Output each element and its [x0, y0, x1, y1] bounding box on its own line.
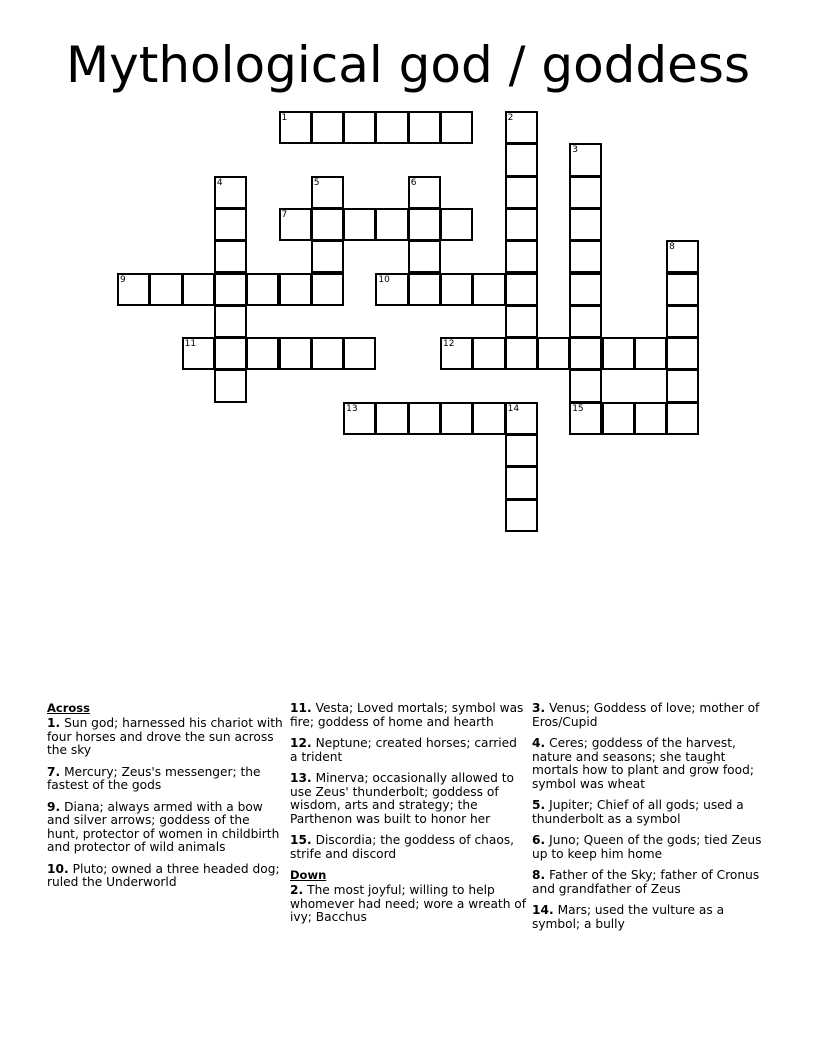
grid-cell[interactable]	[408, 273, 441, 306]
grid-cell[interactable]	[246, 273, 279, 306]
grid-cell[interactable]	[343, 402, 376, 435]
clue-number: 10.	[47, 861, 69, 876]
down-heading: Down	[290, 868, 327, 882]
grid-cell[interactable]	[311, 240, 344, 273]
grid-cell[interactable]	[569, 337, 602, 370]
clue-number-label: 1	[281, 113, 288, 123]
down-clue-list	[290, 884, 528, 925]
grid-cell[interactable]	[375, 111, 408, 144]
clue-number: 8.	[532, 868, 546, 882]
puzzle-title: Mythological god / goddess	[65, 36, 750, 94]
clue-item	[47, 766, 285, 793]
clue-text: Pluto; owned a three headed dog; ruled the Underworld	[47, 861, 280, 889]
grid-cell[interactable]	[311, 208, 344, 241]
grid-cell[interactable]	[246, 337, 279, 370]
clue-number: 15.	[290, 833, 312, 847]
grid-cell[interactable]	[505, 466, 538, 499]
grid-cell[interactable]	[472, 402, 505, 435]
grid-cell[interactable]	[505, 434, 538, 467]
grid-cell[interactable]	[505, 499, 538, 532]
grid-cell[interactable]	[343, 337, 376, 370]
grid-cell[interactable]	[375, 402, 408, 435]
grid-cell[interactable]	[472, 273, 505, 306]
grid-cell[interactable]	[440, 111, 473, 144]
clue-item	[47, 717, 285, 758]
grid-cell[interactable]	[666, 240, 699, 273]
clue-text: The most joyful; willing to help whomever had need; wore a wreath of ivy; Bacchus	[290, 883, 527, 924]
clue-number: 4.	[532, 736, 546, 750]
across-clue-list	[47, 717, 285, 890]
grid-cell[interactable]	[569, 240, 602, 273]
grid-cell[interactable]	[182, 337, 215, 370]
clue-item	[290, 772, 528, 826]
clue-item	[47, 863, 285, 890]
grid-cell[interactable]	[602, 402, 635, 435]
grid-cell[interactable]	[569, 176, 602, 209]
grid-cell[interactable]	[634, 337, 667, 370]
down-clue-list-continued	[532, 702, 770, 931]
across-heading: Across	[47, 701, 90, 715]
clue-number: 7.	[47, 764, 61, 779]
grid-cell[interactable]	[634, 402, 667, 435]
clue-number: 3.	[532, 701, 546, 715]
grid-cell[interactable]	[149, 273, 182, 306]
grid-cell[interactable]	[505, 337, 538, 370]
grid-cell[interactable]	[505, 273, 538, 306]
grid-cell[interactable]	[569, 305, 602, 338]
grid-cell[interactable]	[666, 273, 699, 306]
clue-number-label: 3	[572, 145, 578, 156]
grid-cell[interactable]	[311, 176, 344, 209]
grid-cell[interactable]	[569, 369, 602, 402]
clue-number-label: 10	[378, 274, 390, 285]
clue-number: 2.	[290, 883, 304, 897]
grid-cell[interactable]	[666, 337, 699, 370]
clue-text: Discordia; the goddess of chaos, strife and discord	[290, 833, 515, 861]
grid-cell[interactable]	[279, 273, 312, 306]
grid-cell[interactable]	[214, 337, 247, 370]
grid-cell[interactable]	[537, 337, 570, 370]
grid-cell[interactable]	[666, 402, 699, 435]
grid-cell[interactable]	[666, 369, 699, 402]
clue-number-label: 7	[281, 209, 288, 220]
grid-cell[interactable]	[505, 143, 538, 176]
grid-cell[interactable]	[505, 176, 538, 209]
clue-text: Neptune; created horses; carried a trident	[290, 736, 517, 764]
clue-number-label: 13	[346, 403, 358, 414]
clue-number-label: 5	[313, 177, 320, 188]
clue-text: Sun god; harnessed his chariot with four horses and drove the sun across the sky	[47, 716, 283, 757]
clue-number-label: 9	[120, 274, 126, 285]
grid-cell[interactable]	[505, 208, 538, 241]
clue-text: Mars; used the vulture as a symbol; a bully	[532, 903, 725, 931]
clue-text: Mercury; Zeus's messenger; the fastest of the gods	[47, 764, 261, 792]
grid-cell[interactable]	[472, 337, 505, 370]
grid-cell[interactable]	[505, 240, 538, 273]
clue-item	[290, 834, 528, 861]
clue-item	[532, 737, 770, 791]
clues-column-2	[290, 702, 528, 933]
grid-cell[interactable]	[505, 305, 538, 338]
clue-text: Juno; Queen of the gods; tied Zeus up to keep him home	[532, 833, 762, 861]
clue-number: 12.	[290, 736, 312, 750]
grid-cell[interactable]	[311, 273, 344, 306]
grid-cell[interactable]	[505, 402, 538, 435]
grid-cell[interactable]	[440, 337, 473, 370]
clue-item	[532, 904, 770, 931]
grid-cell[interactable]	[311, 337, 344, 370]
clue-item	[290, 884, 528, 925]
clues-column-3	[532, 702, 770, 939]
clue-text: Vesta; Loved mortals; symbol was fire; goddess of home and hearth	[290, 701, 524, 729]
clue-number: 5.	[532, 798, 546, 812]
grid-cell[interactable]	[569, 402, 602, 435]
grid-cell[interactable]	[569, 143, 602, 176]
clue-number-label: 15	[572, 403, 584, 414]
clues-column-1	[47, 702, 285, 898]
grid-cell[interactable]	[343, 111, 376, 144]
clue-number-label: 4	[216, 177, 223, 188]
grid-cell[interactable]	[214, 240, 247, 273]
clue-text: Minerva; occasionally allowed to use Zeus' thunderbolt; goddess of wisdom, arts and strategy; the Parthenon was built to honor her	[290, 771, 514, 826]
clue-number: 1.	[47, 716, 61, 730]
clue-item	[532, 834, 770, 861]
clue-item	[47, 801, 285, 855]
grid-cell[interactable]	[214, 369, 247, 402]
grid-cell[interactable]	[408, 208, 441, 241]
grid-cell[interactable]	[279, 337, 312, 370]
grid-cell[interactable]	[440, 208, 473, 241]
clue-number-label: 12	[443, 339, 455, 350]
clue-item	[290, 702, 528, 729]
clue-number: 13.	[290, 771, 312, 785]
clue-text: Diana; always armed with a bow and silver arrows; goddess of the hunt, protector of women in childbirth and protector of wild animals	[47, 799, 280, 854]
grid-cell[interactable]	[214, 305, 247, 338]
grid-cell[interactable]	[440, 402, 473, 435]
clue-item	[532, 869, 770, 896]
clue-number-label: 6	[410, 177, 417, 188]
grid-cell[interactable]	[440, 273, 473, 306]
grid-cell[interactable]	[408, 111, 441, 144]
grid-cell[interactable]	[408, 176, 441, 209]
grid-cell[interactable]	[569, 208, 602, 241]
clue-item	[290, 737, 528, 764]
clue-number-label: 11	[184, 339, 197, 350]
grid-cell[interactable]	[569, 273, 602, 306]
grid-cell[interactable]	[408, 240, 441, 273]
clue-number-label: 2	[507, 113, 514, 123]
across-clue-list-continued	[290, 702, 528, 861]
clue-text: Venus; Goddess of love; mother of Eros/Cupid	[532, 701, 760, 729]
clue-text: Father of the Sky; father of Cronus and grandfather of Zeus	[532, 868, 760, 896]
grid-cell[interactable]	[279, 208, 312, 241]
clue-item	[532, 799, 770, 826]
grid-cell[interactable]	[375, 273, 408, 306]
grid-cell[interactable]	[375, 208, 408, 241]
grid-cell[interactable]	[279, 111, 312, 144]
clue-number: 11.	[290, 701, 312, 715]
grid-cell[interactable]	[214, 208, 247, 241]
grid-cell[interactable]	[408, 402, 441, 435]
clue-number: 6.	[532, 833, 546, 847]
grid-cell[interactable]	[505, 111, 538, 144]
clue-number-label: 14	[507, 403, 520, 414]
grid-cell[interactable]	[117, 273, 150, 306]
grid-cell[interactable]	[214, 273, 247, 306]
clue-number: 9.	[47, 799, 61, 814]
grid-cell[interactable]	[311, 111, 344, 144]
grid-cell[interactable]	[182, 273, 215, 306]
clue-number: 14.	[532, 903, 554, 917]
grid-cell[interactable]	[343, 208, 376, 241]
clue-number-label: 8	[669, 242, 675, 253]
clue-item	[532, 702, 770, 729]
grid-cell[interactable]	[214, 176, 247, 209]
clue-text: Ceres; goddess of the harvest, nature and seasons; she taught mortals how to plant and grow food; symbol was wheat	[532, 736, 754, 791]
grid-cell[interactable]	[602, 337, 635, 370]
grid-cell[interactable]	[666, 305, 699, 338]
clue-text: Jupiter; Chief of all gods; used a thunderbolt as a symbol	[532, 798, 744, 826]
